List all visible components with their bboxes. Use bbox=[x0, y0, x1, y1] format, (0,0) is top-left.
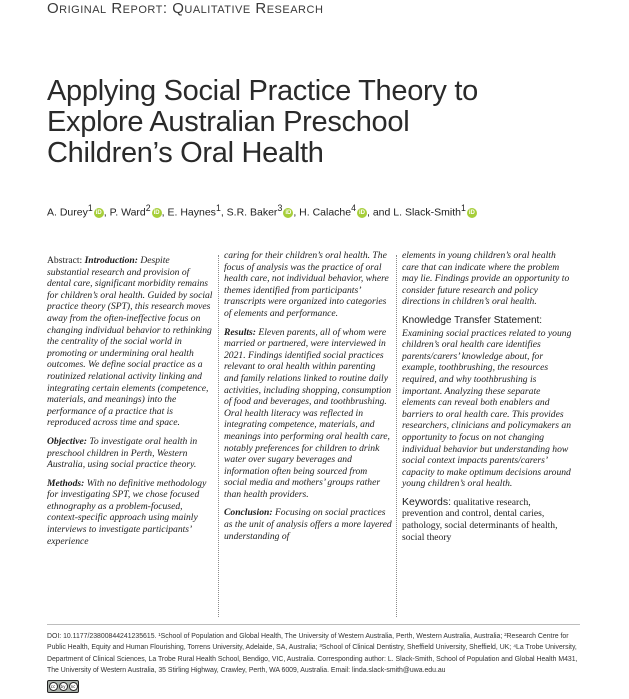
footer-line: Department of Clinical Sciences, La Trobe Rural Health School, Bendigo, VIC, Australia. Corresponding author: L. Slack-Smith, School of Population and Global Health M431, bbox=[47, 655, 578, 663]
orcid-icon[interactable]: iD bbox=[95, 209, 102, 216]
author-name[interactable]: A. Durey bbox=[47, 206, 88, 219]
cc-icon: cc bbox=[49, 682, 58, 691]
conclusion-text: Focusing on social practices as the unit of analysis offers a more layered understanding of bbox=[224, 507, 392, 542]
footer-line: The University of Western Australia, 35 Stirling Highway, Crawley, Perth, WA 6009, Australia. Email: linda.slack-smith@uwa.edu.au bbox=[47, 667, 446, 675]
keywords-label: Keywords: bbox=[402, 495, 452, 508]
orcid-icon[interactable]: iD bbox=[153, 209, 160, 216]
results-text: Eleven parents, all of whom were married or partnered, were interviewed in 2021. Findings identified social practices relevant to oral health within parenting and family relations linked to routine daily activities, including shopping, consumption of food and beverages, and toothbrushing. Oral health literacy was reflected in integrating competence, materials, and meanings into performing oral health care, notably preferences for children to drink water over sugary beverages and information often being sourced from social media and mothers’ groups rather than health providers. bbox=[224, 326, 392, 500]
author-name[interactable]: L. Slack-Smith bbox=[393, 206, 461, 219]
orcid-icon[interactable]: iD bbox=[285, 209, 292, 216]
orcid-icon[interactable]: iD bbox=[468, 209, 475, 216]
article-title: Applying Social Practice Theory to Explore Australian Preschool Children’s Oral Health bbox=[47, 75, 478, 169]
column-divider bbox=[218, 255, 219, 617]
conclusion-paragraph bbox=[224, 507, 392, 542]
affiliation-sup: 1 bbox=[87, 203, 93, 213]
footer-affiliations bbox=[47, 631, 582, 677]
methods-text: With no definitive methodology for investigating SPT, we chose focused ethnography as a problem-focused, context-specific approach using mainly interviews to investigate participants’ experience bbox=[47, 477, 207, 547]
footer-line: DOI: 10.1177/23800844241235615. ¹School of Population and Global Health, The University of Western Australia, Perth, Western Australia, Australia; ²Research Centre for bbox=[47, 633, 569, 640]
affiliation-sup: 3 bbox=[277, 203, 283, 213]
author-name[interactable]: P. Ward bbox=[109, 206, 146, 219]
methods-heading: Methods: bbox=[47, 477, 85, 489]
abstract-column-2 bbox=[224, 250, 392, 549]
abstract-label: Abstract: bbox=[47, 255, 83, 266]
results-paragraph bbox=[224, 327, 392, 501]
author-name[interactable]: H. Calache bbox=[299, 206, 352, 219]
objective-heading: Objective: bbox=[47, 435, 87, 447]
cc-by-icon: by bbox=[59, 682, 68, 691]
author-name[interactable]: S.R. Baker bbox=[226, 206, 278, 219]
results-heading: Results: bbox=[224, 326, 256, 338]
author-list: A. Durey$^1$ iD , P. Ward$^2$ iD , E. Haynes$^1$, S.R. Baker$^3$ iD , H. Calache$^4$ iD , and L. Slack-Smith$^1$ iD bbox=[47, 203, 475, 219]
cc-nc-icon: nc bbox=[69, 682, 78, 691]
objective-paragraph bbox=[47, 436, 214, 471]
affiliation-sup: 1 bbox=[215, 203, 221, 213]
footer-divider bbox=[47, 624, 580, 625]
introduction-heading: Introduction: bbox=[84, 255, 138, 266]
abstract-column-3 bbox=[402, 250, 574, 550]
methods-continued: caring for their children’s oral health. The focus of analysis was the practice of oral health care, not individual behavior, where themes identified from participants’ transcripts were organized into categories of elements and performance. bbox=[224, 250, 389, 319]
introduction-paragraph bbox=[47, 255, 214, 429]
introduction-text: Despite substantial research and provision of dental care, significant morbidity remains for children’s oral health. Guided by social practice theory (SPT), this research moves away from the often-ineffective focus on changing individual behavior to rethinking the centrality of the social world in promoting or undermining oral health outcomes. We define social practice as a routinized relational activity linking and integrating certain elements (competence, materials, and meanings) into the performance of a practice that is reproduced across time and space. bbox=[47, 255, 213, 429]
footer-line: Public Health, Equity and Human Flourishing, Torrens University, Adelaide, SA, Australia; ³School of Clinical Dentistry, Sheffield University, Sheffield, UK; ⁴La Trobe University, bbox=[47, 644, 577, 652]
keywords-paragraph bbox=[402, 497, 574, 543]
objective-text: To investigate oral health in preschool children in Perth, Western Australia, using social practice theory. bbox=[47, 435, 198, 471]
kts-heading: Knowledge Transfer Statement: bbox=[402, 314, 543, 326]
section-label: Original Report: Qualitative Research bbox=[47, 0, 324, 17]
creative-commons-license-icon[interactable] bbox=[47, 680, 79, 693]
conclusion-continued: elements in young children’s oral health care that can indicate where the problem may lie. Findings provide an opportunity to consider future research and policy directions in children’s oral health. bbox=[402, 250, 570, 308]
author-name[interactable]: E. Haynes bbox=[167, 206, 216, 219]
orcid-icon[interactable]: iD bbox=[358, 209, 365, 216]
affiliation-sup: 1 bbox=[460, 203, 466, 213]
column-divider bbox=[396, 255, 397, 617]
kts-text: Examining social practices related to young children’s oral health care identifies parents/carers’ knowledge about, for example, toothbrushing, the resources required, and why toothbrushing is important. Analyzing these separate elements can reveal both enablers and barriers to oral health care. This provides researchers, clinicians and policymakers an opportunity to focus on not changing individual behavior but understanding how social context impacts parents/carers’ capacity to make optimum decisions around young children’s oral health. bbox=[402, 327, 572, 490]
keywords-text: qualitative research, prevention and control, dental caries, pathology, social determinants of health, social theory bbox=[402, 496, 558, 543]
affiliation-sup: 2 bbox=[145, 203, 151, 213]
methods-paragraph bbox=[47, 478, 214, 548]
affiliation-sup: 4 bbox=[351, 203, 356, 213]
abstract-column-1 bbox=[47, 255, 214, 554]
conclusion-heading: Conclusion: bbox=[224, 507, 273, 519]
